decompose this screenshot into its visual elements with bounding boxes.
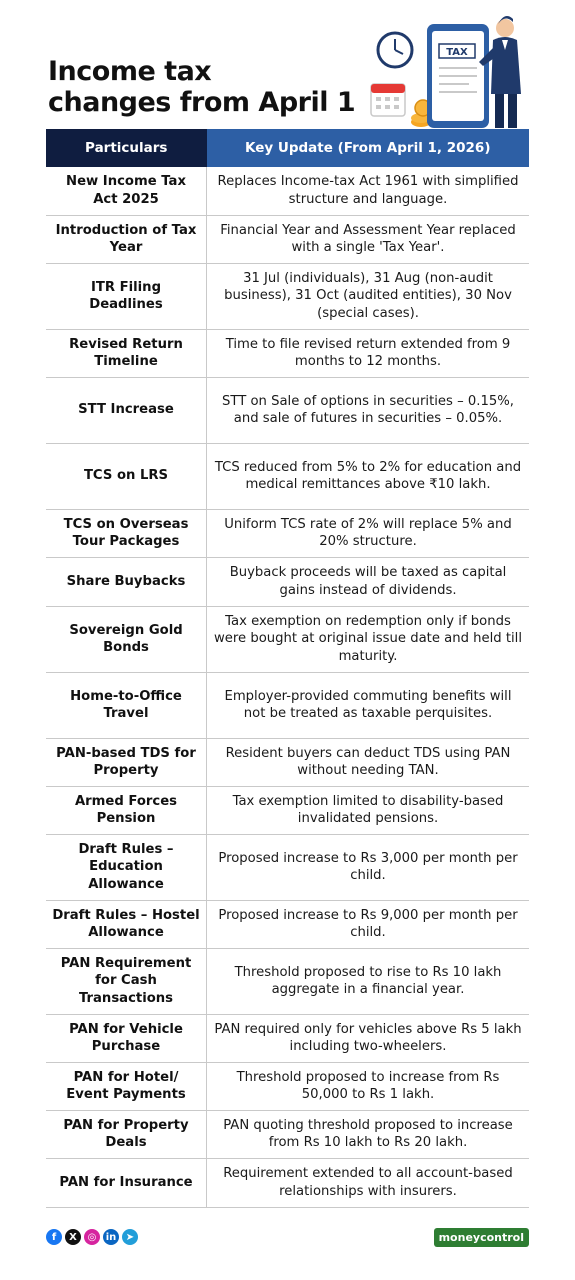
title-line-1: Income tax xyxy=(48,56,212,87)
table-row xyxy=(46,1014,529,1062)
update-cell: Financial Year and Assessment Year replaced with a single 'Tax Year'. xyxy=(207,215,530,263)
update-cell: Uniform TCS rate of 2% will replace 5% and 20% structure. xyxy=(207,509,530,557)
brand-logo: moneycontrol xyxy=(434,1228,529,1247)
table-row xyxy=(46,1062,529,1110)
table-row xyxy=(46,167,529,215)
particular-cell: STT Increase xyxy=(46,377,207,443)
instagram-icon[interactable]: ◎ xyxy=(84,1229,100,1245)
table-row xyxy=(46,329,529,377)
particular-cell: PAN-based TDS for Property xyxy=(46,738,207,786)
table-row xyxy=(46,786,529,834)
update-cell: Replaces Income-tax Act 1961 with simplified structure and language. xyxy=(207,167,530,215)
table-row xyxy=(46,377,529,443)
update-cell: PAN quoting threshold proposed to increase from Rs 10 lakh to Rs 20 lakh. xyxy=(207,1110,530,1158)
update-cell: Resident buyers can deduct TDS using PAN without needing TAN. xyxy=(207,738,530,786)
tax-illustration xyxy=(365,4,535,132)
particular-cell: Share Buybacks xyxy=(46,557,207,606)
linkedin-icon[interactable]: in xyxy=(103,1229,119,1245)
header xyxy=(0,0,575,135)
particular-cell: TCS on Overseas Tour Packages xyxy=(46,509,207,557)
table-row xyxy=(46,215,529,263)
x-icon[interactable]: X xyxy=(65,1229,81,1245)
update-cell: Proposed increase to Rs 9,000 per month per child. xyxy=(207,900,530,948)
particular-cell: ITR Filing Deadlines xyxy=(46,263,207,329)
table-row xyxy=(46,557,529,606)
table-row xyxy=(46,606,529,672)
table-row xyxy=(46,900,529,948)
update-cell: Time to file revised return extended from 9 months to 12 months. xyxy=(207,329,530,377)
update-cell: Threshold proposed to increase from Rs 50,000 to Rs 1 lakh. xyxy=(207,1062,530,1110)
particular-cell: PAN for Property Deals xyxy=(46,1110,207,1158)
particular-cell: Draft Rules – Hostel Allowance xyxy=(46,900,207,948)
page-title xyxy=(48,56,355,118)
particular-cell: New Income Tax Act 2025 xyxy=(46,167,207,215)
particular-cell: Revised Return Timeline xyxy=(46,329,207,377)
particular-cell: Armed Forces Pension xyxy=(46,786,207,834)
particular-cell: PAN Requirement for Cash Transactions xyxy=(46,948,207,1014)
particular-cell: PAN for Hotel/ Event Payments xyxy=(46,1062,207,1110)
tax-changes-table xyxy=(46,129,529,1208)
particular-cell: Draft Rules – Education Allowance xyxy=(46,834,207,900)
table-row xyxy=(46,1158,529,1207)
update-cell: STT on Sale of options in securities – 0.15%, and sale of futures in securities – 0.05%. xyxy=(207,377,530,443)
table-row xyxy=(46,509,529,557)
update-cell: Tax exemption on redemption only if bonds were bought at original issue date and held till maturity. xyxy=(207,606,530,672)
social-links xyxy=(46,1229,138,1245)
telegram-icon[interactable]: ➤ xyxy=(122,1229,138,1245)
particular-cell: TCS on LRS xyxy=(46,443,207,509)
particular-cell: Sovereign Gold Bonds xyxy=(46,606,207,672)
table-row xyxy=(46,263,529,329)
particular-cell: PAN for Insurance xyxy=(46,1158,207,1207)
board-text: TAX xyxy=(446,47,468,58)
title-line-2: changes from April 1 xyxy=(48,87,356,118)
particular-cell: Introduction of Tax Year xyxy=(46,215,207,263)
header-particulars: Particulars xyxy=(46,129,207,167)
table-row xyxy=(46,443,529,509)
table-row xyxy=(46,1110,529,1158)
table-row xyxy=(46,834,529,900)
footer xyxy=(0,1222,575,1262)
table-row xyxy=(46,738,529,786)
person-icon xyxy=(496,19,514,37)
table-header-row xyxy=(46,129,529,167)
facebook-icon[interactable]: f xyxy=(46,1229,62,1245)
update-cell: TCS reduced from 5% to 2% for education and medical remittances above ₹10 lakh. xyxy=(207,443,530,509)
update-cell: PAN required only for vehicles above Rs 5 lakh including two-wheelers. xyxy=(207,1014,530,1062)
update-cell: Threshold proposed to rise to Rs 10 lakh aggregate in a financial year. xyxy=(207,948,530,1014)
update-cell: Buyback proceeds will be taxed as capital gains instead of dividends. xyxy=(207,557,530,606)
particular-cell: Home-to-Office Travel xyxy=(46,672,207,738)
particular-cell: PAN for Vehicle Purchase xyxy=(46,1014,207,1062)
update-cell: Requirement extended to all account-based relationships with insurers. xyxy=(207,1158,530,1207)
header-key-update: Key Update (From April 1, 2026) xyxy=(207,129,530,167)
update-cell: Proposed increase to Rs 3,000 per month per child. xyxy=(207,834,530,900)
table-row xyxy=(46,672,529,738)
update-cell: Employer-provided commuting benefits will not be treated as taxable perquisites. xyxy=(207,672,530,738)
table-row xyxy=(46,948,529,1014)
update-cell: 31 Jul (individuals), 31 Aug (non-audit business), 31 Oct (audited entities), 30 Nov (special cases). xyxy=(207,263,530,329)
update-cell: Tax exemption limited to disability-based invalidated pensions. xyxy=(207,786,530,834)
